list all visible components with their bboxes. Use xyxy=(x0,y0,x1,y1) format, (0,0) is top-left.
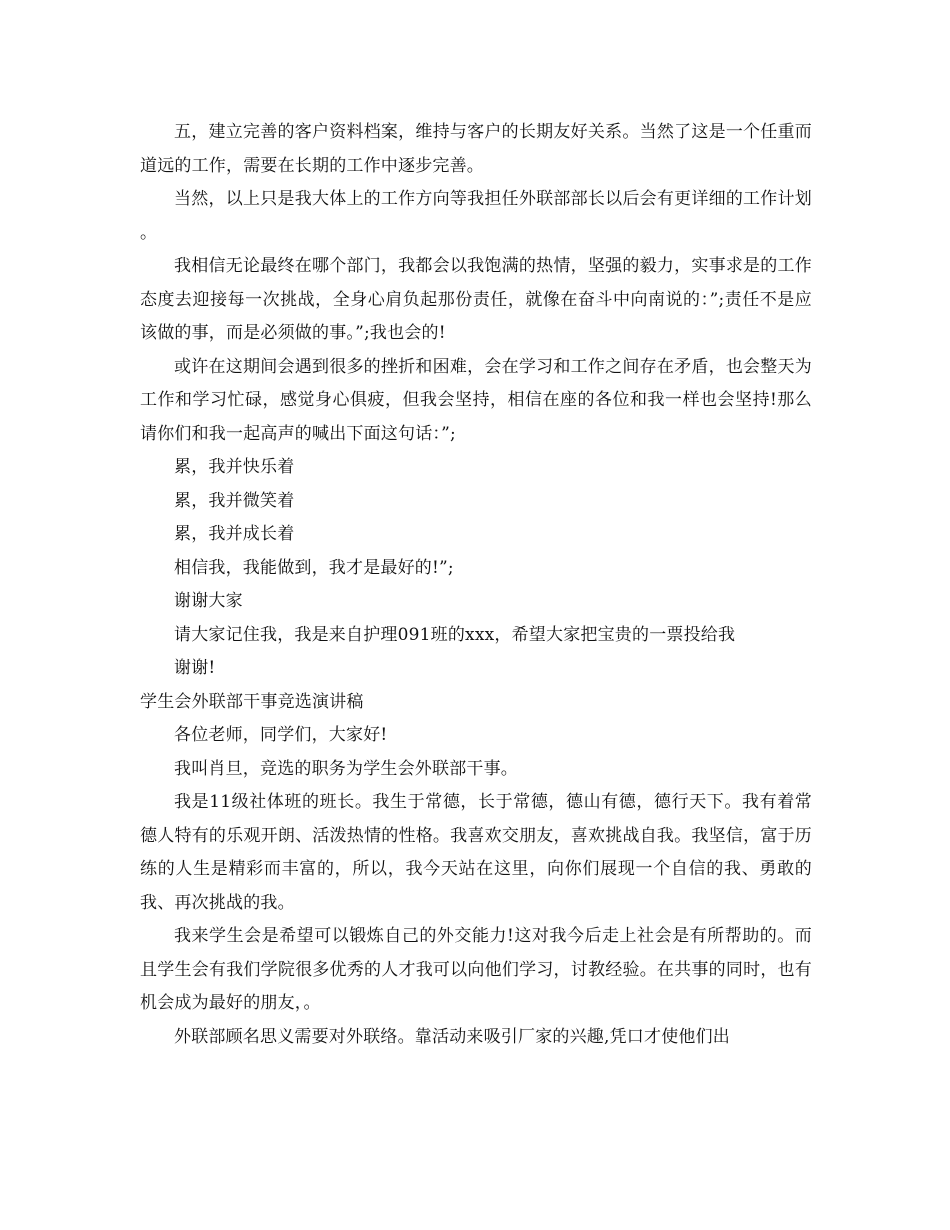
paragraph-13: 各位老师，同学们，大家好! xyxy=(174,725,388,745)
document-body xyxy=(140,116,812,1054)
paragraph-15: 我是11级社体班的班长。我生于常德，长于常德，德山有德，德行天下。我有着常德人特有的乐观开朗、活泼热情的性格。我喜欢交朋友，喜欢挑战自我。我坚信，富于历练的人生是精彩而丰富的，所以，我今天站在这里，向你们展现一个自信的我、勇敢的我、再次挑战的我。 xyxy=(140,792,812,913)
paragraph-8: 相信我，我能做到，我才是最好的!”; xyxy=(174,557,454,578)
paragraph-14: 我叫肖旦，竞选的职务为学生会外联部干事。 xyxy=(174,758,518,779)
paragraph-3: 我相信无论最终在哪个部门，我都会以我饱满的热情，坚强的毅力，实事求是的工作态度去迎接每一次挑战，全身心肩负起那份责任，就像在奋斗中向南说的：”;责任不是应该做的事，而是必须做的事。”;我也会的! xyxy=(140,256,812,343)
paragraph-2: 当然，以上只是我大体上的工作方向等我担任外联部部长以后会有更详细的工作计划 。 xyxy=(140,189,812,243)
paragraph-9: 谢谢大家 xyxy=(174,591,243,611)
paragraph-10: 请大家记住我，我是来自护理091班的xxx，希望大家把宝贵的一票投给我 xyxy=(174,624,736,645)
paragraph-4: 或许在这期间会遇到很多的挫折和困难，会在学习和工作之间存在矛盾，也会整天为工作和学习忙碌，感觉身心俱疲，但我会坚持，相信在座的各位和我一样也会坚持!那么请你们和我一起高声的喊出下面这句话：”; xyxy=(140,356,812,444)
section-title: 学生会外联部干事竞选演讲稿 xyxy=(140,691,364,712)
paragraph-16: 我来学生会是希望可以锻炼自己的外交能力!这对我今后走上社会是有所帮助的。而且学生会有我们学院很多优秀的人才我可以向他们学习，讨教经验。在共事的同时，也有机会成为最好的朋友，。 xyxy=(140,926,812,1013)
paragraph-17: 外联部顾名思义需要对外联络。靠活动来吸引厂家的兴趣,凭口才使他们出 xyxy=(174,1026,731,1047)
paragraph-5: 累，我并快乐着 xyxy=(174,457,295,477)
paragraph-7: 累，我并成长着 xyxy=(174,524,295,544)
paragraph-1: 五，建立完善的客户资料档案，维持与客户的长期友好关系。当然了这是一个任重而道远的工作，需要在长期的工作中逐步完善。 xyxy=(140,122,812,176)
paragraph-11: 谢谢! xyxy=(174,658,216,678)
paragraph-6: 累，我并微笑着 xyxy=(174,490,295,511)
